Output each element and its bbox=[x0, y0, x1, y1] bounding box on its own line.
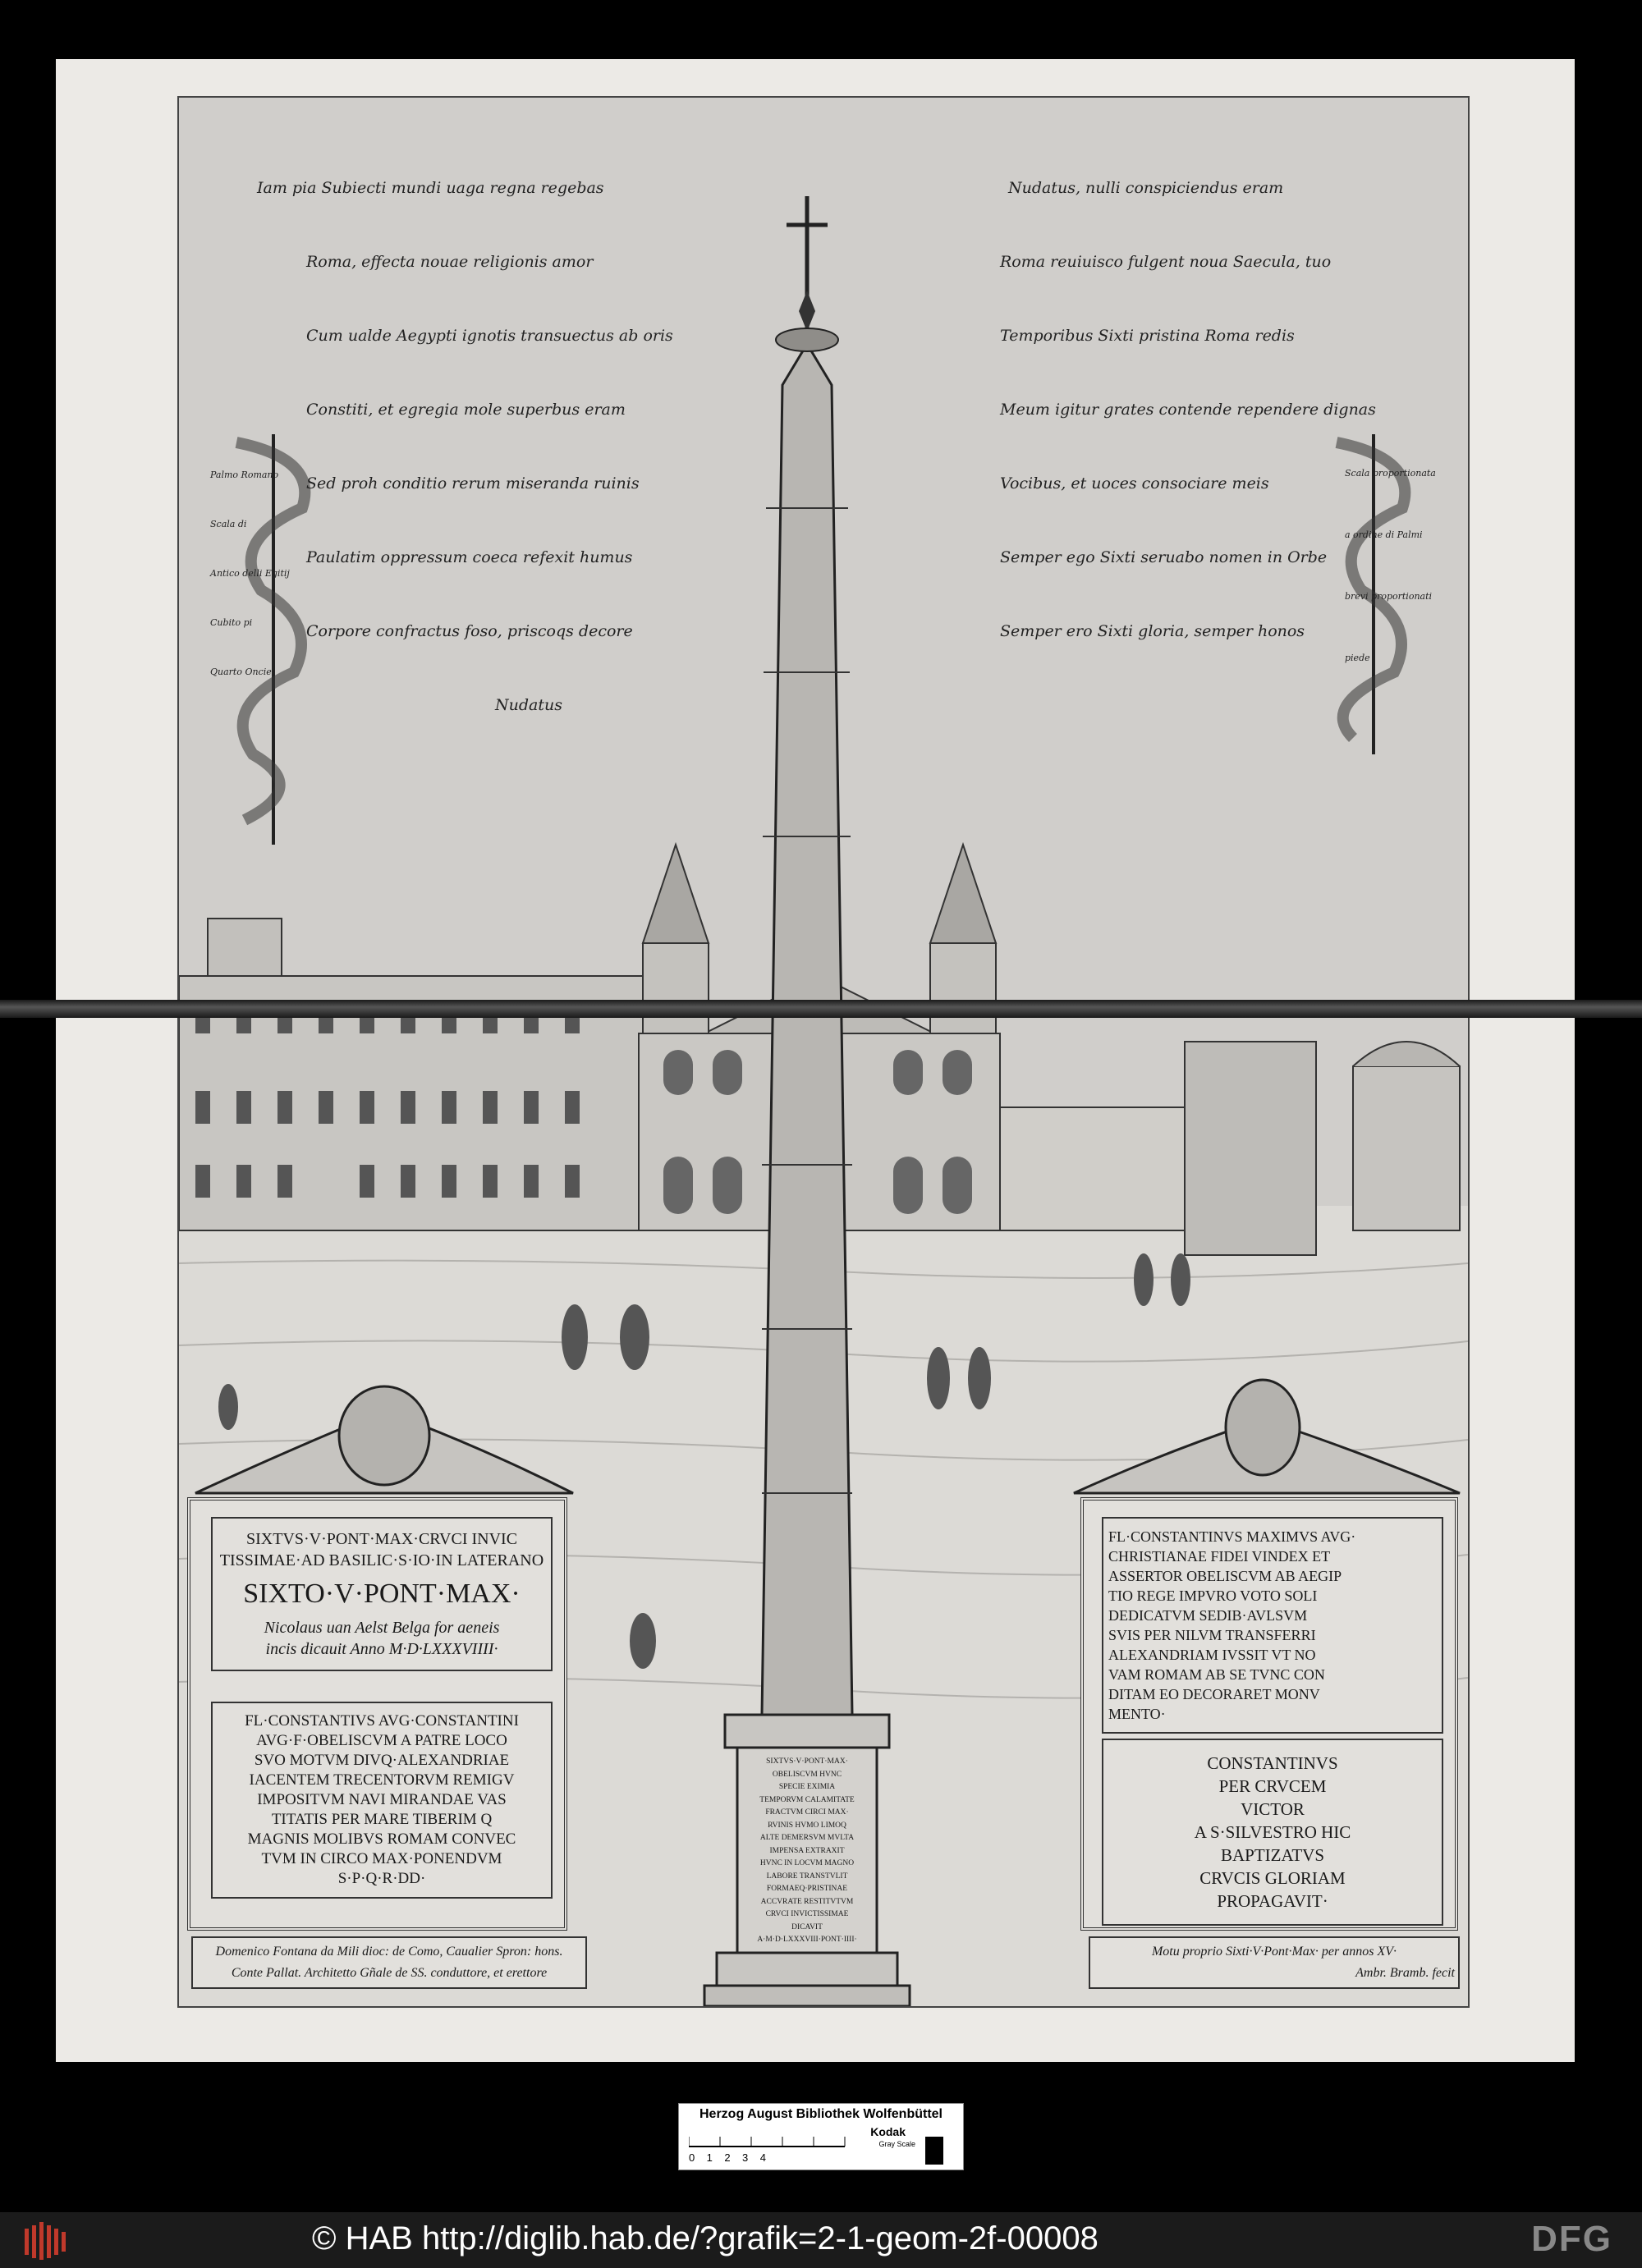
verse-line: Iam pia Subiecti mundi uaga regna regebas bbox=[257, 179, 604, 197]
verse-line: Roma reuiuisco fulgent noua Saecula, tuo bbox=[1000, 253, 1332, 271]
engraving-plate bbox=[177, 96, 1470, 2008]
left-upper-inscription bbox=[211, 1517, 553, 1671]
inscription-line: Ambr. Bramb. fecit bbox=[1355, 1966, 1455, 1980]
inscription-line: DICAVIT bbox=[791, 1922, 823, 1931]
inscription-line: PROPAGAVIT· bbox=[1217, 1891, 1328, 1911]
left-footer-inscription bbox=[191, 1936, 587, 1989]
library-title: Herzog August Bibliothek Wolfenbüttel bbox=[699, 2107, 943, 2121]
verse-line: Roma, effecta nouae religionis amor bbox=[306, 253, 594, 271]
left-scale-labels bbox=[210, 451, 325, 697]
inscription-line: OBELISCVM HVNC bbox=[772, 1770, 842, 1779]
inscription-line: AVG·F·OBELISCVM A PATRE LOCO bbox=[256, 1732, 507, 1749]
scale-label: Scala di bbox=[210, 519, 247, 529]
inscription-title: SIXTO·V·PONT·MAX· bbox=[243, 1578, 521, 1609]
verse-line: Semper ego Sixti seruabo nomen in Orbe bbox=[1000, 548, 1328, 566]
verse-line: Nudatus, nulli conspiciendus eram bbox=[1008, 179, 1284, 197]
inscription-line: CHRISTIANAE FIDEI VINDEX ET bbox=[1108, 1548, 1331, 1565]
inscription-line: ACCVRATE RESTITVTVM bbox=[760, 1897, 854, 1906]
inscription-line: S·P·Q·R·DD· bbox=[337, 1870, 426, 1887]
inscription-line: ALEXANDRIAM IVSSIT VT NO bbox=[1108, 1647, 1316, 1663]
inscription-line: VICTOR bbox=[1241, 1799, 1305, 1819]
inscription-dedication: Nicolaus uan Aelst Belga for aeneis bbox=[264, 1619, 500, 1637]
kodak-label: Kodak bbox=[870, 2125, 906, 2138]
inscription-line: MAGNIS MOLIBVS ROMAM CONVEC bbox=[247, 1830, 516, 1848]
inscription-line: SVIS PER NILVM TRANSFERRI bbox=[1108, 1627, 1316, 1643]
scale-label: piede bbox=[1345, 653, 1370, 663]
verse-line: Paulatim oppressum coeca refexit humus bbox=[306, 548, 633, 566]
paper-sheet bbox=[56, 59, 1575, 2062]
inscription-line: IACENTEM TRECENTORVM REMIGV bbox=[249, 1771, 515, 1789]
base-inscription bbox=[741, 1756, 873, 1947]
scale-label: a ordine di Palmi bbox=[1345, 529, 1423, 540]
verse-line: Semper ero Sixti gloria, semper honos bbox=[1000, 622, 1305, 640]
gray-scale-label: Gray Scale bbox=[878, 2140, 915, 2148]
inscription-dedication: incis dicauit Anno M·D·LXXXVIIII· bbox=[265, 1640, 498, 1658]
inscription-line: FRACTVM CIRCI MAX· bbox=[765, 1808, 849, 1817]
verse-line: Sed proh conditio rerum miseranda ruinis bbox=[306, 474, 640, 493]
scale-label: brevi proportionati bbox=[1345, 591, 1433, 602]
inscription-line: PER CRVCEM bbox=[1218, 1776, 1327, 1796]
left-pedestal bbox=[187, 1497, 567, 1931]
right-lower-inscription bbox=[1102, 1739, 1443, 1926]
inscription-line: HVNC IN LOCVM MAGNO bbox=[759, 1859, 855, 1867]
inscription-line: RVINIS HVMO LIMOQ bbox=[768, 1821, 846, 1830]
footer-bar bbox=[0, 2212, 1642, 2268]
footer-link[interactable]: © HAB http://diglib.hab.de/?grafik=2-1-geom-2f-00008 bbox=[312, 2220, 1098, 2257]
inscription-line: IMPENSA EXTRAXIT bbox=[769, 1846, 845, 1855]
inscription-line: SIXTVS·V·PONT·MAX·CRVCI INVIC bbox=[245, 1530, 518, 1548]
inscription-line: IMPOSITVM NAVI MIRANDAE VAS bbox=[257, 1791, 507, 1808]
right-pedestal bbox=[1080, 1497, 1458, 1931]
verse-line: Corpore confractus foso, priscoqs decore bbox=[306, 622, 633, 640]
scale-label: Palmo Romano bbox=[210, 470, 279, 480]
inscription-line: Conte Pallat. Architetto Gñale de SS. conduttore, et erettore bbox=[231, 1966, 548, 1980]
inscription-line: A S·SILVESTRO HIC bbox=[1194, 1822, 1351, 1842]
inscription-line: SPECIE EXIMIA bbox=[778, 1783, 836, 1791]
verse-line: Temporibus Sixti pristina Roma redis bbox=[1000, 327, 1295, 345]
inscription-line: A·M·D·LXXXVIII·PONT·IIII· bbox=[757, 1936, 857, 1944]
scale-numbers: 0 1 2 3 4 bbox=[689, 2151, 766, 2164]
inscription-line: ALTE DEMERSVM MVLTA bbox=[759, 1834, 855, 1842]
verse-line: Vocibus, et uoces consociare meis bbox=[1000, 474, 1269, 493]
right-footer-inscription bbox=[1089, 1936, 1460, 1989]
inscription-line: TISSIMAE·AD BASILIC·S·IO·IN LATERANO bbox=[219, 1551, 544, 1569]
inscription-line: TIO REGE IMPVRO VOTO SOLI bbox=[1108, 1588, 1318, 1604]
verse-line: Constiti, et egregia mole superbus eram bbox=[306, 401, 626, 419]
inscription-line: DITAM EO DECORARET MONV bbox=[1108, 1686, 1320, 1702]
inscription-line: LABORE TRANSTVLIT bbox=[766, 1872, 848, 1881]
hab-logo-icon bbox=[25, 2222, 67, 2260]
inscription-line: TEMPORVM CALAMITATE bbox=[759, 1795, 855, 1804]
right-scale-labels bbox=[1345, 442, 1460, 689]
inscription-line: TVM IN CIRCO MAX·PONENDVM bbox=[261, 1850, 502, 1867]
inscription-line: VAM ROMAM AB SE TVNC CON bbox=[1108, 1666, 1325, 1683]
inscription-line: Domenico Fontana da Mili dioc: de Como, Caualier Spron: hons. bbox=[215, 1945, 563, 1959]
scale-label: Cubito pi bbox=[210, 617, 253, 628]
inscription-line: SVO MOTVM DIVQ·ALEXANDRIAE bbox=[254, 1752, 510, 1769]
scale-label: Antico delli Egitij bbox=[210, 568, 290, 579]
dfg-logo: DFG bbox=[1531, 2219, 1612, 2259]
inscription-line: FL·CONSTANTINVS MAXIMVS AVG· bbox=[1108, 1528, 1356, 1545]
inscription-line: CRVCIS GLORIAM bbox=[1199, 1868, 1346, 1888]
page-fold bbox=[0, 1000, 1642, 1018]
inscription-line: SIXTVS·V·PONT·MAX· bbox=[766, 1757, 848, 1766]
inscription-line: TITATIS PER MARE TIBERIM Q bbox=[271, 1811, 493, 1828]
scale-label: Scala proportionata bbox=[1345, 468, 1436, 479]
inscription-line: FORMAEQ·PRISTINAE bbox=[766, 1885, 848, 1893]
inscription-line: BAPTIZATVS bbox=[1220, 1845, 1324, 1865]
left-lower-inscription bbox=[211, 1702, 553, 1899]
verse-line: Meum igitur grates contende rependere dignas bbox=[1000, 401, 1376, 419]
inscription-line: Motu proprio Sixti·V·Pont·Max· per annos XV· bbox=[1151, 1945, 1397, 1959]
verse-line: Cum ualde Aegypti ignotis transuectus ab oris bbox=[306, 327, 673, 345]
library-label bbox=[678, 2103, 964, 2170]
scale-label: Quarto Oncie bbox=[210, 667, 272, 677]
inscription-line: DEDICATVM SEDIB·AVLSVM bbox=[1108, 1607, 1308, 1624]
verse-line: Nudatus bbox=[495, 696, 562, 714]
right-upper-inscription bbox=[1102, 1517, 1443, 1734]
inscription-line: ASSERTOR OBELISCVM AB AEGIP bbox=[1108, 1568, 1342, 1584]
inscription-line: CONSTANTINVS bbox=[1207, 1753, 1338, 1773]
right-verse-block bbox=[1000, 126, 1376, 693]
gray-patch bbox=[925, 2137, 943, 2165]
inscription-line: CRVCI INVICTISSIMAE bbox=[765, 1910, 849, 1918]
inscription-line: FL·CONSTANTIVS AVG·CONSTANTINI bbox=[245, 1712, 519, 1730]
inscription-line: MENTO· bbox=[1108, 1706, 1166, 1722]
